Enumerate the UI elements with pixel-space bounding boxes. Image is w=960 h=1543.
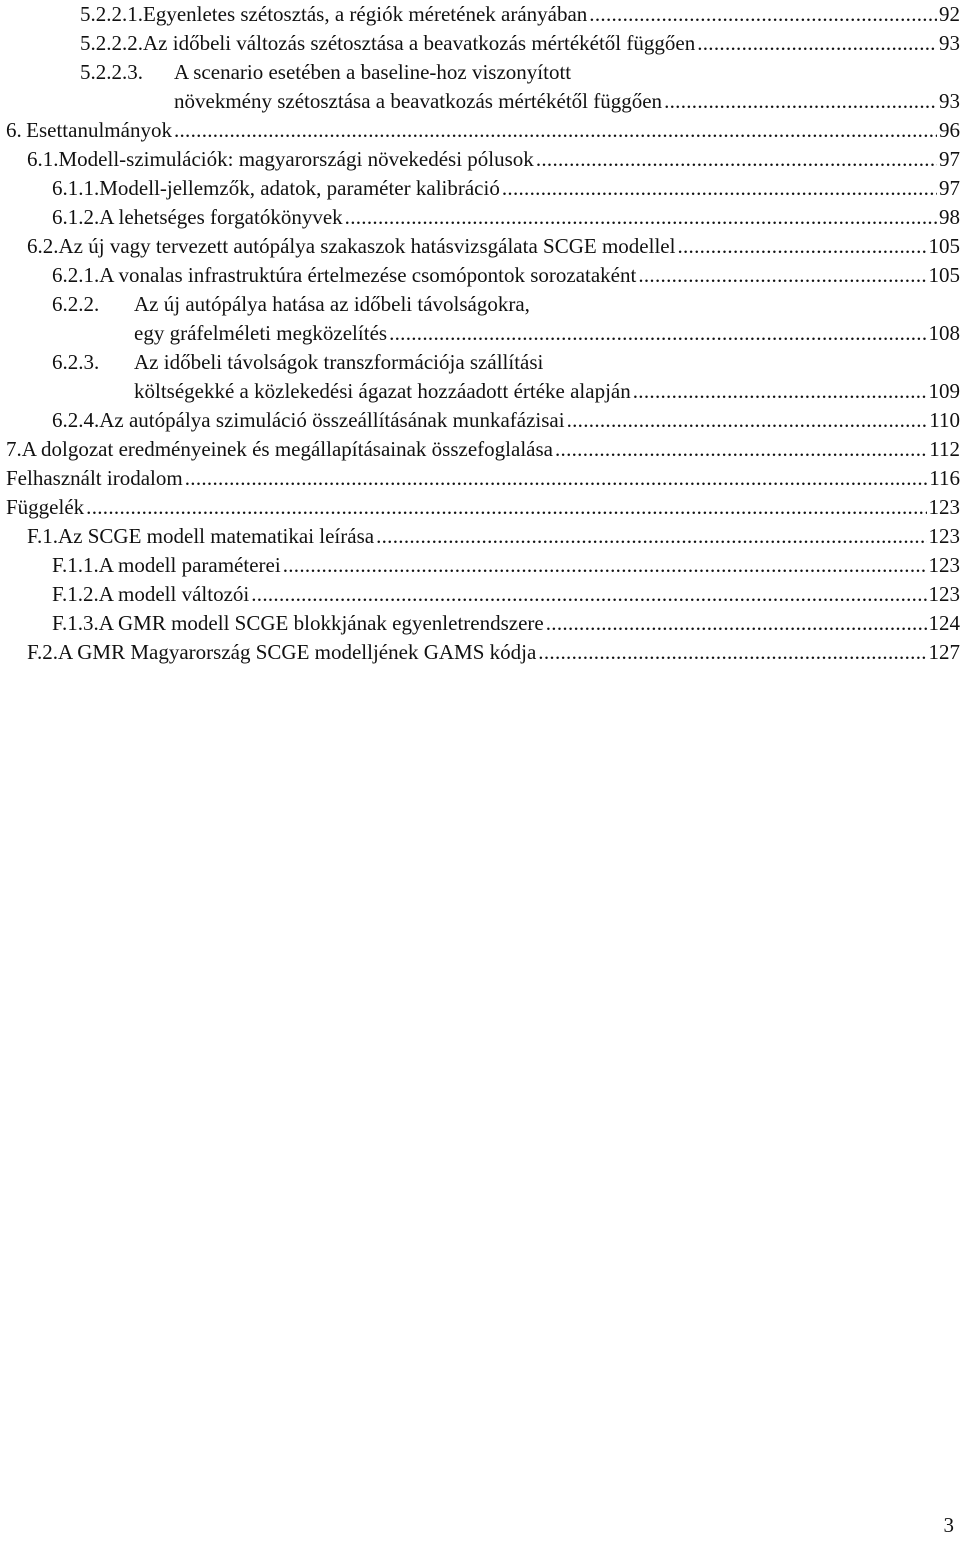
toc-entry-number: F.2. (27, 640, 58, 664)
toc-entry-page: 123 (928, 524, 960, 548)
toc-leader-dots (185, 464, 928, 493)
toc-entry-number: 6.1. (27, 147, 59, 171)
toc-entry-page: 96 (939, 118, 960, 142)
toc-entry-number: F.1.3. (52, 611, 99, 635)
toc-entry-page: 92 (939, 2, 960, 26)
toc-entry-title: Egyenletes szétosztás, a régiók méretének arányában (143, 2, 588, 26)
toc-entry[interactable] (80, 0, 960, 29)
toc-entry-page: 112 (929, 437, 960, 461)
toc-leader-dots (567, 406, 928, 435)
toc-entry-page: 105 (928, 234, 960, 258)
toc-entry[interactable] (6, 493, 960, 522)
toc-entry-title: Modell-szimulációk: magyarországi növekedési pólusok (58, 147, 534, 171)
toc-entry-page: 123 (928, 553, 960, 577)
toc-leader-dots (589, 0, 937, 29)
toc-leader-dots (502, 174, 937, 203)
toc-leader-dots (546, 609, 927, 638)
toc-entry-number: F.1.2. (52, 582, 99, 606)
toc-entry-title: A modell változói (98, 582, 250, 606)
toc-leader-dots (86, 493, 926, 522)
toc-entry-page: 124 (928, 611, 960, 635)
page-number: 3 (943, 1513, 954, 1537)
toc-entry-title: Esettanulmányok (26, 118, 172, 142)
toc-entry[interactable] (27, 145, 960, 174)
toc-entry[interactable] (52, 580, 960, 609)
toc-entry-page: 97 (939, 176, 960, 200)
toc-entry-page: 93 (939, 89, 960, 113)
toc-entry-title: Felhasznált irodalom (6, 466, 183, 490)
toc-entry-title: Az időbeli távolságok transzformációja szállítási (134, 350, 544, 374)
toc-leader-dots (697, 29, 937, 58)
toc-entry-number: 6.1.2. (52, 205, 100, 229)
toc-entry-title: Az új vagy tervezett autópálya szakaszok hatásvizsgálata SCGE modellel (58, 234, 676, 258)
toc-leader-dots (345, 203, 937, 232)
toc-entry-page: 123 (928, 495, 960, 519)
toc-leader-dots (536, 145, 937, 174)
toc-entry-title: Az új autópálya hatása az időbeli távolságokra, (134, 292, 530, 316)
toc-entry-page: 108 (928, 321, 960, 345)
toc-entry-number: 6.2.3. (52, 350, 100, 374)
toc-leader-dots (376, 522, 926, 551)
toc-entry-title-continued: növekmény szétosztása a beavatkozás mértékétől függően (174, 89, 663, 113)
toc-entry[interactable] (27, 522, 960, 551)
toc-entry-title: Modell-jellemzők, adatok, paraméter kalibráció (99, 176, 500, 200)
toc-entry-number: 6.2.1. (52, 263, 100, 287)
toc-entry[interactable] (27, 232, 960, 261)
toc-leader-dots (283, 551, 927, 580)
toc-entry-title: Az időbeli változás szétosztása a beavatkozás mértékétől függően (143, 31, 696, 55)
toc-leader-dots (538, 638, 926, 667)
toc-entry-title: Függelék (6, 495, 85, 519)
toc-entry-number: 5.2.2.1. (80, 2, 143, 26)
toc-entry[interactable] (52, 290, 960, 348)
toc-entry-page: 105 (928, 263, 960, 287)
toc-entry[interactable] (6, 464, 960, 493)
toc-entry[interactable] (80, 58, 960, 116)
toc-entry[interactable] (52, 348, 960, 406)
toc-entry[interactable] (52, 406, 960, 435)
toc-entry-number: 6.2. (27, 234, 59, 258)
toc-entry-page: 123 (928, 582, 960, 606)
toc-entry[interactable] (52, 609, 960, 638)
toc-entry[interactable] (52, 203, 960, 232)
toc-entry-title: A vonalas infrastruktúra értelmezése csomópontok sorozataként (99, 263, 637, 287)
toc-entry-title: Az SCGE modell matematikai leírása (58, 524, 375, 548)
toc-entry[interactable] (6, 435, 960, 464)
toc-entry-title: A lehetséges forgatókönyvek (99, 205, 343, 229)
toc-entry-number: F.1.1. (52, 553, 99, 577)
toc-entry-number: 5.2.2.3. (80, 60, 143, 84)
toc-entry[interactable] (52, 551, 960, 580)
toc-entry-title: A modell paraméterei (98, 553, 281, 577)
toc-entry-number: F.1. (27, 524, 58, 548)
toc-leader-dots (555, 435, 927, 464)
toc-entry-number: 7. (6, 437, 22, 461)
toc-entry-number: 6.1.1. (52, 176, 100, 200)
toc-entry[interactable] (52, 261, 960, 290)
toc-entry-title: A scenario esetében a baseline-hoz viszonyított (174, 60, 572, 84)
toc-entry-title: A GMR modell SCGE blokkjának egyenletrendszere (98, 611, 544, 635)
toc-leader-dots (664, 87, 937, 116)
toc-leader-dots (251, 580, 926, 609)
toc-leader-dots (638, 261, 926, 290)
toc-leader-dots (633, 377, 927, 406)
toc-entry-page: 109 (928, 379, 960, 403)
toc-entry[interactable] (52, 174, 960, 203)
toc-entry-page: 127 (928, 640, 960, 664)
toc-leader-dots (389, 319, 926, 348)
toc-entry-title-continued: egy gráfelméleti megközelítés (134, 321, 388, 345)
toc-entry-number: 6.2.2. (52, 292, 100, 316)
toc-entry-number: 5.2.2.2. (80, 31, 143, 55)
toc-entry-title-continued: költségekké a közlekedési ágazat hozzáadott értéke alapján (134, 379, 631, 403)
toc-entry[interactable] (80, 29, 960, 58)
toc-leader-dots (174, 116, 937, 145)
toc-entry-title: A dolgozat eredményeinek és megállapításainak összefoglalása (21, 437, 553, 461)
toc-entry-page: 110 (929, 408, 960, 432)
toc-entry-page: 98 (939, 205, 960, 229)
toc-entry[interactable] (27, 638, 960, 667)
toc-entry-page: 93 (939, 31, 960, 55)
toc-leader-dots (677, 232, 926, 261)
toc-entry-number: 6.2.4. (52, 408, 100, 432)
toc-entry-page: 97 (939, 147, 960, 171)
toc-entry[interactable] (6, 116, 960, 145)
toc-entry-number: 6. (6, 118, 22, 142)
toc-entry-title: A GMR Magyarország SCGE modelljének GAMS kódja (58, 640, 537, 664)
toc-entry-title: Az autópálya szimuláció összeállításának munkafázisai (99, 408, 565, 432)
toc-entry-page: 116 (929, 466, 960, 490)
